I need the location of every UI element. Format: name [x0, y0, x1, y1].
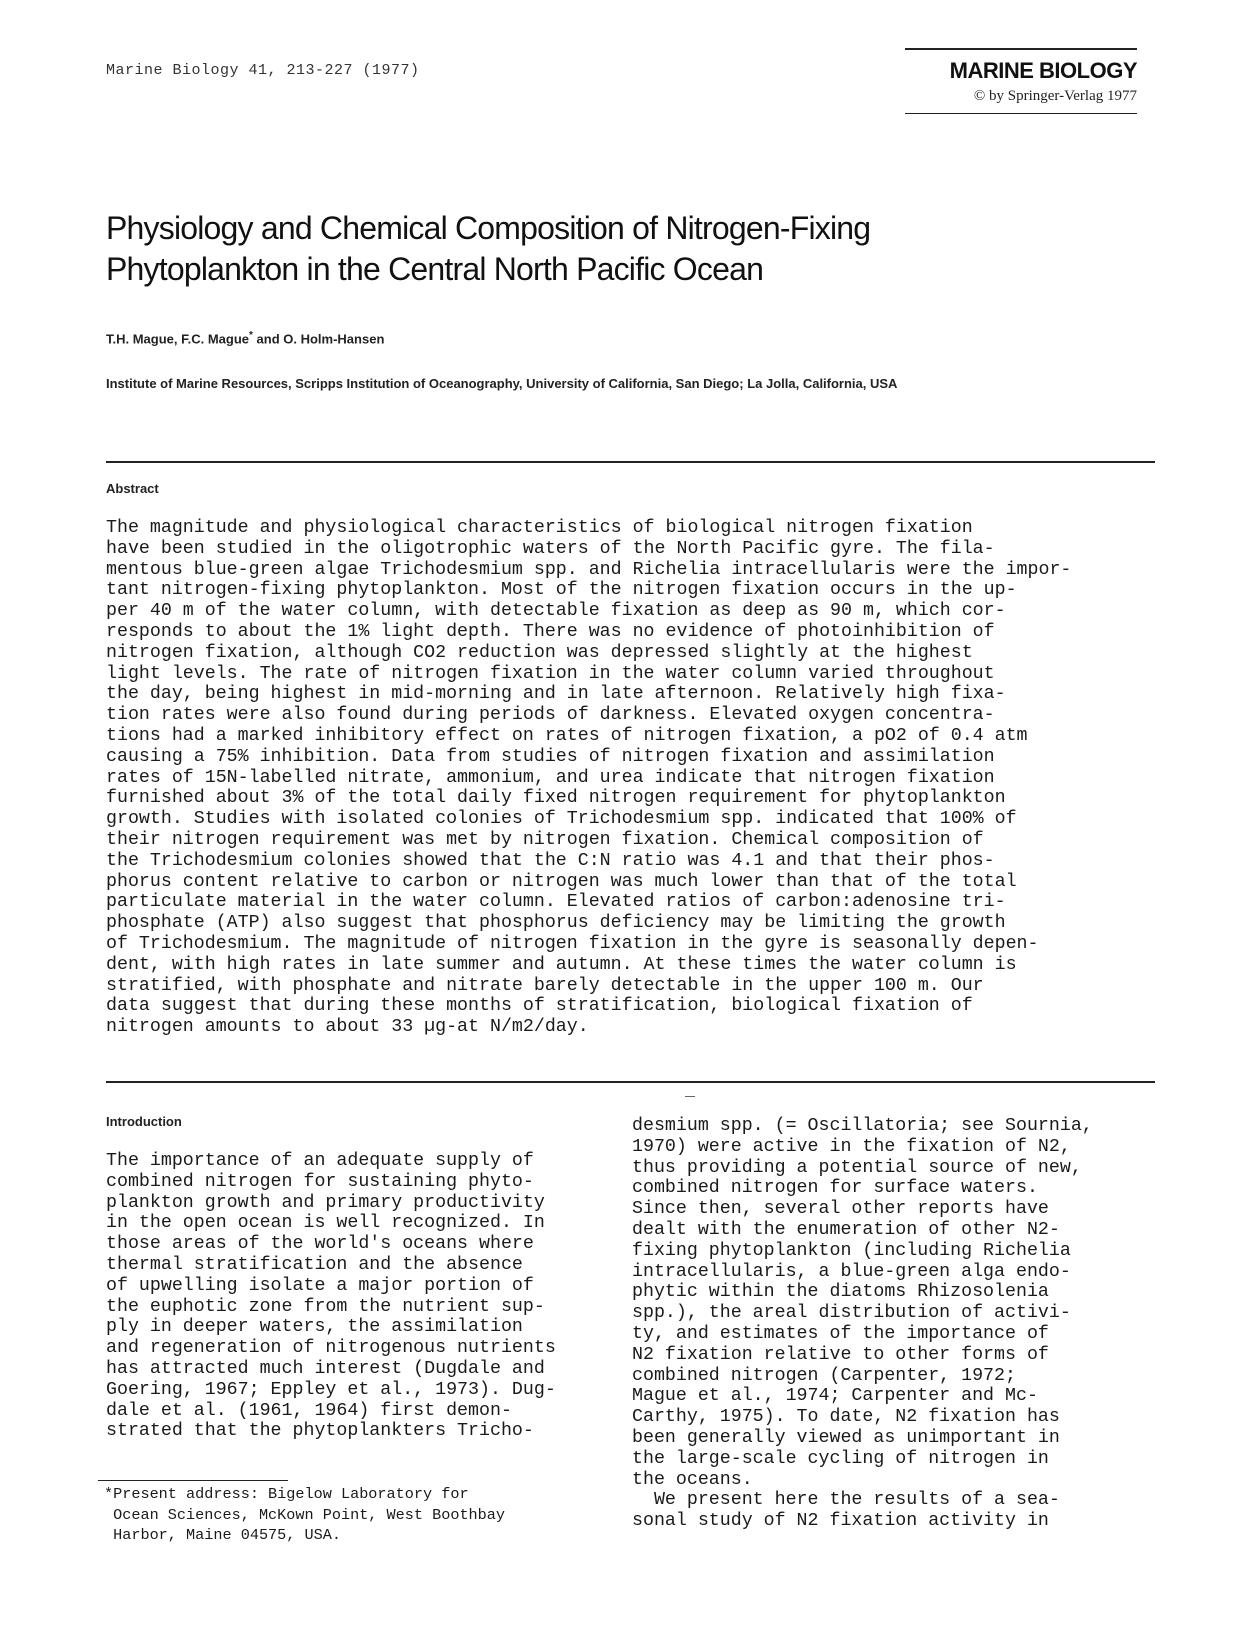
intro-right-line: sonal study of N2 fixation activity in	[632, 1511, 1049, 1532]
intro-right-line: Since then, several other reports have	[632, 1199, 1049, 1220]
intro-left-line: combined nitrogen for sustaining phyto-	[106, 1171, 534, 1192]
abstract-line: dent, with high rates in late summer and autumn. At these times the water column is	[106, 954, 1017, 975]
abstract-line: tant nitrogen-fixing phytoplankton. Most of the nitrogen fixation occurs in the up-	[106, 580, 1017, 601]
abstract-line: The magnitude and physiological characteristics of biological nitrogen fixation	[106, 518, 973, 538]
footnote	[104, 1484, 505, 1546]
intro-right-line: the oceans.	[632, 1469, 753, 1490]
affiliation: Institute of Marine Resources, Scripps Institution of Oceanography, University of California, San Diego; La Jolla, California, USA	[106, 376, 898, 391]
intro-right-line: dealt with the enumeration of other N2-	[632, 1219, 1060, 1240]
intro-right-line: been generally viewed as unimportant in	[632, 1427, 1060, 1448]
authors-first: T.H. Mague, F.C. Mague	[106, 331, 250, 347]
authors-last: and O. Holm-Hansen	[252, 331, 385, 347]
abstract-line: per 40 m of the water column, with detectable fixation as deep as 90 m, which cor-	[106, 601, 1006, 622]
intro-right-line: combined nitrogen (Carpenter, 1972;	[632, 1365, 1016, 1386]
section-divider-top	[106, 461, 1155, 463]
abstract-line: mentous blue-green algae Trichodesmium spp. and Richelia intracellularis were the impor-	[106, 559, 1072, 580]
intro-right-line: desmium spp. (= Oscillatoria; see Sournia,	[632, 1116, 1093, 1136]
abstract-line: tions had a marked inhibitory effect on rates of nitrogen fixation, a pO2 of 0.4 atm	[106, 725, 1028, 746]
abstract-line: furnished about 3% of the total daily fixed nitrogen requirement for phytoplankton	[106, 788, 1006, 809]
intro-left-line: in the open ocean is well recognized. In	[106, 1213, 545, 1234]
intro-right-line: fixing phytoplankton (including Richelia	[632, 1240, 1071, 1261]
abstract-line: rates of 15N-labelled nitrate, ammonium, and urea indicate that nitrogen fixation	[106, 767, 995, 788]
intro-right-line: ty, and estimates of the importance of	[632, 1323, 1049, 1344]
abstract-line: light levels. The rate of nitrogen fixation in the water column varied throughout	[106, 663, 995, 684]
abstract-line: particulate material in the water column. Elevated ratios of carbon:adenosine tri-	[106, 892, 1006, 913]
intro-left-line: those areas of the world's oceans where	[106, 1234, 534, 1255]
abstract-body	[106, 518, 1071, 1038]
journal-copyright: © by Springer-Verlag 1977	[973, 87, 1137, 104]
abstract-line: data suggest that during these months of stratification, biological fixation of	[106, 996, 973, 1017]
intro-right-line: 1970) were active in the fixation of N2,	[632, 1136, 1071, 1157]
intro-right-line: N2 fixation relative to other forms of	[632, 1344, 1049, 1365]
abstract-line: the Trichodesmium colonies showed that the C:N ratio was 4.1 and that their phos-	[106, 850, 995, 871]
footnote-line: Harbor, Maine 04575, USA.	[104, 1526, 341, 1544]
intro-right-line: the large-scale cycling of nitrogen in	[632, 1448, 1049, 1469]
intro-left-line: has attracted much interest (Dugdale and	[106, 1358, 545, 1379]
authors	[106, 330, 384, 346]
introduction-column-left	[106, 1151, 556, 1442]
journal-citation: Marine Biology 41, 213-227 (1977)	[106, 62, 420, 79]
abstract-line: responds to about the 1% light depth. There was no evidence of photoinhibition of	[106, 621, 995, 642]
intro-right-line: spp.), the areal distribution of activi-	[632, 1303, 1071, 1324]
article-title-line-2: Phytoplankton in the Central North Pacific Ocean	[106, 251, 764, 287]
abstract-line: nitrogen fixation, although CO2 reduction was depressed slightly at the highest	[106, 642, 973, 663]
footnote-line: *Present address: Bigelow Laboratory for	[104, 1485, 469, 1503]
intro-right-line: combined nitrogen for surface waters.	[632, 1178, 1038, 1199]
journal-box	[905, 48, 1137, 114]
abstract-line: tion rates were also found during periods of darkness. Elevated oxygen concentra-	[106, 705, 995, 726]
abstract-line: of Trichodesmium. The magnitude of nitrogen fixation in the gyre is seasonally depen-	[106, 933, 1039, 954]
journal-rule-top	[905, 48, 1137, 50]
section-divider-bottom	[106, 1081, 1155, 1083]
intro-left-line: plankton growth and primary productivity	[106, 1192, 545, 1213]
intro-right-line: We present here the results of a sea-	[632, 1490, 1060, 1511]
article-title	[106, 208, 1106, 290]
intro-right-line: Carthy, 1975). To date, N2 fixation has	[632, 1407, 1060, 1428]
introduction-column-right	[632, 1116, 1093, 1532]
abstract-line: causing a 75% inhibition. Data from studies of nitrogen fixation and assimilation	[106, 746, 995, 767]
intro-left-line: ply in deeper waters, the assimilation	[106, 1317, 523, 1338]
footnote-rule	[98, 1480, 288, 1481]
author-footnote-mark: *	[249, 330, 253, 341]
intro-left-line: and regeneration of nitrogenous nutrients	[106, 1338, 556, 1359]
intro-left-line: thermal stratification and the absence	[106, 1254, 523, 1275]
journal-rule-bottom	[905, 113, 1137, 115]
column-marker	[685, 1096, 695, 1097]
intro-right-line: Mague et al., 1974; Carpenter and Mc-	[632, 1386, 1038, 1407]
journal-name: MARINE BIOLOGY	[949, 57, 1137, 83]
intro-right-line: phytic within the diatoms Rhizosolenia	[632, 1282, 1049, 1303]
intro-left-line: dale et al. (1961, 1964) first demon-	[106, 1400, 512, 1421]
intro-left-line: the euphotic zone from the nutrient sup-	[106, 1296, 545, 1317]
introduction-heading: Introduction	[106, 1114, 182, 1129]
abstract-line: nitrogen amounts to about 33 µg-at N/m2/day.	[106, 1017, 589, 1038]
abstract-line: phorus content relative to carbon or nitrogen was much lower than that of the total	[106, 871, 1017, 892]
abstract-line: growth. Studies with isolated colonies of Trichodesmium spp. indicated that 100% of	[106, 809, 1017, 830]
footnote-line: Ocean Sciences, McKown Point, West Boothbay	[104, 1505, 506, 1524]
intro-right-line: intracellularis, a blue-green alga endo-	[632, 1261, 1071, 1282]
intro-left-line: The importance of an adequate supply of	[106, 1151, 534, 1171]
intro-left-line: of upwelling isolate a major portion of	[106, 1275, 534, 1296]
abstract-line: the day, being highest in mid-morning and in late afternoon. Relatively high fixa-	[106, 684, 1006, 705]
abstract-line: have been studied in the oligotrophic waters of the North Pacific gyre. The fila-	[106, 538, 995, 559]
article-title-line-1: Physiology and Chemical Composition of Nitrogen-Fixing	[106, 210, 871, 246]
abstract-line: phosphate (ATP) also suggest that phosphorus deficiency may be limiting the growth	[106, 913, 1006, 934]
intro-left-line: strated that the phytoplankters Tricho-	[106, 1421, 534, 1442]
abstract-line: stratified, with phosphate and nitrate barely detectable in the upper 100 m. Our	[106, 975, 984, 996]
intro-left-line: Goering, 1967; Eppley et al., 1973). Dug-	[106, 1379, 556, 1400]
abstract-heading: Abstract	[106, 481, 159, 496]
intro-right-line: thus providing a potential source of new,	[632, 1157, 1082, 1178]
abstract-line: their nitrogen requirement was met by nitrogen fixation. Chemical composition of	[106, 829, 984, 850]
